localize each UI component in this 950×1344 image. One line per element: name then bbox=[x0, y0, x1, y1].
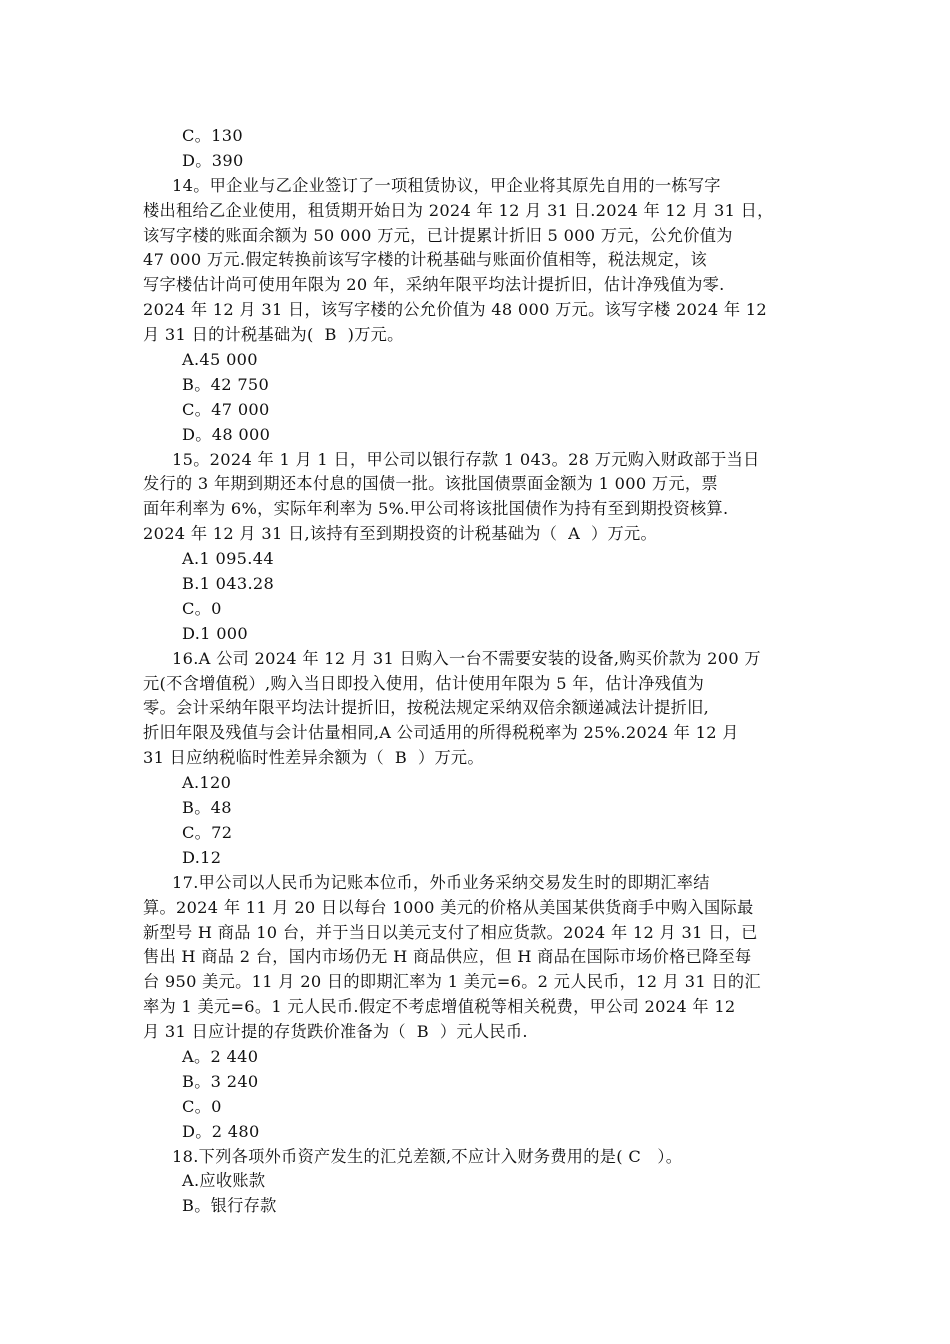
answer-option: C。0 bbox=[182, 1096, 222, 1116]
question-text-line: 31 日应纳税临时性差异余额为（ B ）万元。 bbox=[143, 748, 484, 768]
question-text-line: 月 31 日应计提的存货跌价准备为（ B ）元人民币. bbox=[143, 1022, 528, 1042]
answer-option: C。47 000 bbox=[182, 399, 270, 419]
answer-option: D。390 bbox=[182, 150, 244, 170]
answer-option: C。130 bbox=[182, 126, 243, 145]
question-text-line: 该写字楼的账面余额为 50 000 万元，已计提累计折旧 5 000 万元，公允价值为 bbox=[143, 225, 733, 245]
question-text-line: 算。2024 年 11 月 20 日以每台 1000 美元的价格从美国某供货商手中购入国际最 bbox=[143, 897, 754, 917]
question-text-line: 47 000 万元.假定转换前该写字楼的计税基础与账面价值相等，税法规定，该 bbox=[143, 250, 707, 270]
answer-option: D.12 bbox=[182, 847, 222, 867]
answer-option: A.120 bbox=[182, 773, 232, 793]
question-first-line: 15。2024 年 1 月 1 日，甲公司以银行存款 1 043。28 万元购入财政部于当日 bbox=[172, 449, 760, 469]
answer-option: C。0 bbox=[182, 598, 222, 618]
question-first-line: 17.甲公司以人民币为记账本位币，外币业务采纳交易发生时的即期汇率结 bbox=[172, 872, 710, 892]
question-text-line: 2024 年 12 月 31 日,该持有至到期投资的计税基础为（ A ）万元。 bbox=[143, 524, 657, 544]
question-text-line: 楼出租给乙企业使用，租赁期开始日为 2024 年 12 月 31 日.2024 年 12 月 31 日， bbox=[143, 200, 774, 220]
answer-option: B。银行存款 bbox=[182, 1196, 277, 1216]
question-text-line: 折旧年限及残值与会计估量相同,A 公司适用的所得税税率为 25%.2024 年 12 月 bbox=[143, 723, 739, 743]
question-text-line: 月 31 日的计税基础为( B )万元。 bbox=[143, 325, 404, 345]
question-text-line: 新型号 H 商品 10 台，并于当日以美元支付了相应货款。2024 年 12 月 31 日，已 bbox=[143, 922, 758, 942]
answer-option: B。3 240 bbox=[182, 1071, 259, 1091]
question-text-line: 面年利率为 6%，实际年利率为 5%.甲公司将该批国债作为持有至到期投资核算. bbox=[143, 499, 729, 519]
answer-option: B.1 043.28 bbox=[182, 574, 275, 594]
answer-option: A.45 000 bbox=[182, 350, 258, 370]
answer-option: A.1 095.44 bbox=[182, 549, 274, 569]
document-page bbox=[0, 124, 950, 1219]
question-text-line: 写字楼估计尚可使用年限为 20 年，采纳年限平均法计提折旧，估计净残值为零. bbox=[143, 275, 725, 295]
question-first-line: 16.A 公司 2024 年 12 月 31 日购入一台不需要安装的设备,购买价款为 200 万 bbox=[172, 648, 761, 668]
answer-option: B。42 750 bbox=[182, 374, 270, 394]
question-first-line: 18.下列各项外币资产发生的汇兑差额,不应计入财务费用的是( C ）。 bbox=[172, 1146, 683, 1166]
question-text-line: 售出 H 商品 2 台，国内市场仍无 H 商品供应，但 H 商品在国际市场价格已降至每 bbox=[143, 947, 752, 967]
question-text-line: 零。会计采纳年限平均法计提折旧，按税法规定采纳双倍余额递减法计提折旧, bbox=[143, 698, 710, 718]
question-text-line: 台 950 美元。11 月 20 日的即期汇率为 1 美元=6。2 元人民币，12 月 31 日的汇 bbox=[143, 972, 761, 992]
question-text-line: 率为 1 美元=6。1 元人民币.假定不考虑增值税等相关税费，甲公司 2024 年 12 bbox=[143, 997, 736, 1017]
answer-option: C。72 bbox=[182, 822, 233, 842]
answer-option: D。2 480 bbox=[182, 1121, 260, 1141]
answer-option: B。48 bbox=[182, 798, 232, 818]
answer-option: D。48 000 bbox=[182, 424, 271, 444]
answer-option: A。2 440 bbox=[182, 1046, 259, 1066]
answer-option: A.应收账款 bbox=[182, 1171, 266, 1191]
question-text-line: 2024 年 12 月 31 日，该写字楼的公允价值为 48 000 万元。该写字楼 2024 年 12 bbox=[143, 300, 768, 320]
question-first-line: 14。甲企业与乙企业签订了一项租赁协议，甲企业将其原先自用的一栋写字 bbox=[172, 175, 721, 195]
question-text-line: 元(不含增值税）,购入当日即投入使用，估计使用年限为 5 年，估计净残值为 bbox=[143, 673, 705, 693]
question-text-line: 发行的 3 年期到期还本付息的国债一批。该批国债票面金额为 1 000 万元，票 bbox=[143, 474, 718, 494]
answer-option: D.1 000 bbox=[182, 623, 248, 643]
